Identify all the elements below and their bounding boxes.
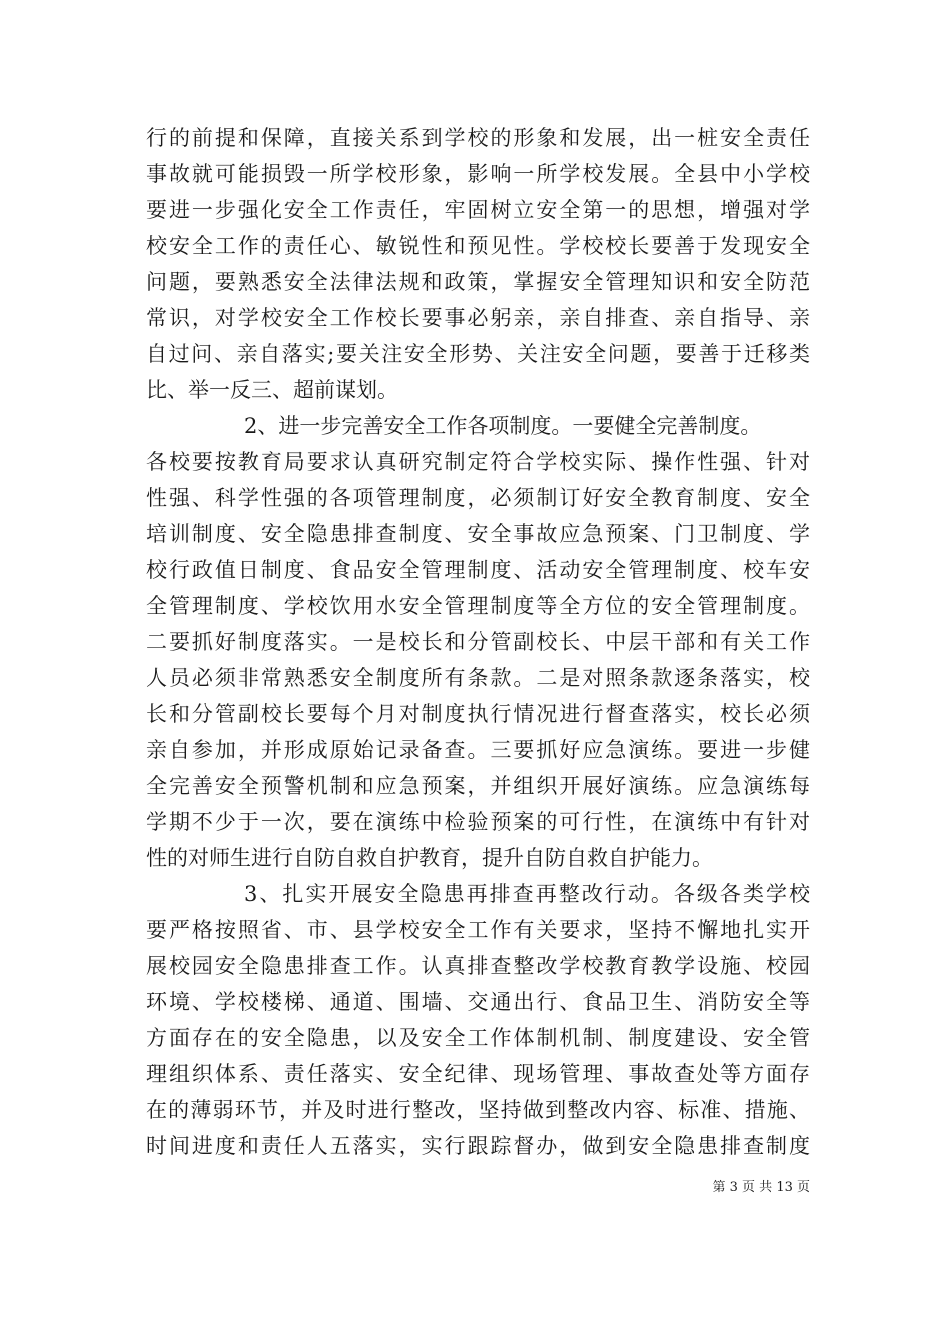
text-line: 时间进度和责任人五落实，实行跟踪督办，做到安全隐患排查制度 [146,1134,810,1158]
text-line: 3、扎实开展安全隐患再排查再整改行动。各级各类学校 [244,882,810,906]
body-text [146,120,810,1164]
text-line: 性的对师生进行自防自救自护教育，提升自防自救自护能力。 [146,846,713,870]
text-line: 环境、学校楼梯、通道、围墙、交通出行、食品卫生、消防安全等 [146,990,810,1014]
text-line: 自过问、亲自落实;要关注安全形势、关注安全问题，要善于迁移类 [146,342,810,366]
text-line: 理组织体系、责任落实、安全纪律、现场管理、事故查处等方面存 [146,1062,810,1086]
text-line: 要严格按照省、市、县学校安全工作有关要求，坚持不懈地扎实开 [146,918,810,942]
text-line: 全管理制度、学校饮用水安全管理制度等全方位的安全管理制度。 [146,594,810,618]
text-line: 方面存在的安全隐患，以及安全工作体制机制、制度建设、安全管 [146,1026,810,1050]
text-line: 二要抓好制度落实。一是校长和分管副校长、中层干部和有关工作 [146,630,810,654]
text-line: 常识，对学校安全工作校长要事必躬亲，亲自排查、亲自指导、亲 [146,306,810,330]
text-line: 各校要按教育局要求认真研究制定符合学校实际、操作性强、针对 [146,450,810,474]
text-line: 2、进一步完善安全工作各项制度。一要健全完善制度。 [244,414,762,438]
text-line: 全完善安全预警机制和应急预案，并组织开展好演练。应急演练每 [146,774,810,798]
paragraph-3 [146,876,810,1164]
text-line: 问题，要熟悉安全法律法规和政策，掌握安全管理知识和安全防范 [146,270,810,294]
text-line: 比、举一反三、超前谋划。 [146,378,398,402]
text-line: 在的薄弱环节，并及时进行整改，坚持做到整改内容、标准、措施、 [146,1098,810,1122]
page-number: 第 3 页 共 13 页 [712,1180,810,1195]
paragraph-2 [146,408,810,876]
text-line: 行的前提和保障，直接关系到学校的形象和发展，出一桩安全责任 [146,126,810,150]
text-line: 长和分管副校长要每个月对制度执行情况进行督查落实，校长必须 [146,702,810,726]
text-line: 校行政值日制度、食品安全管理制度、活动安全管理制度、校车安 [146,558,810,582]
text-line: 学期不少于一次，要在演练中检验预案的可行性，在演练中有针对 [146,810,810,834]
text-line: 要进一步强化安全工作责任，牢固树立安全第一的思想，增强对学 [146,198,810,222]
text-line: 事故就可能损毁一所学校形象，影响一所学校发展。全县中小学校 [146,162,810,186]
paragraph-1 [146,120,810,408]
text-line: 展校园安全隐患排查工作。认真排查整改学校教育教学设施、校园 [146,954,810,978]
text-line: 校安全工作的责任心、敏锐性和预见性。学校校长要善于发现安全 [146,234,810,258]
text-line: 人员必须非常熟悉安全制度所有条款。二是对照条款逐条落实，校 [146,666,810,690]
text-line: 亲自参加，并形成原始记录备查。三要抓好应急演练。要进一步健 [146,738,810,762]
text-line: 性强、科学性强的各项管理制度，必须制订好安全教育制度、安全 [146,486,810,510]
text-line: 培训制度、安全隐患排查制度、安全事故应急预案、门卫制度、学 [146,522,810,546]
